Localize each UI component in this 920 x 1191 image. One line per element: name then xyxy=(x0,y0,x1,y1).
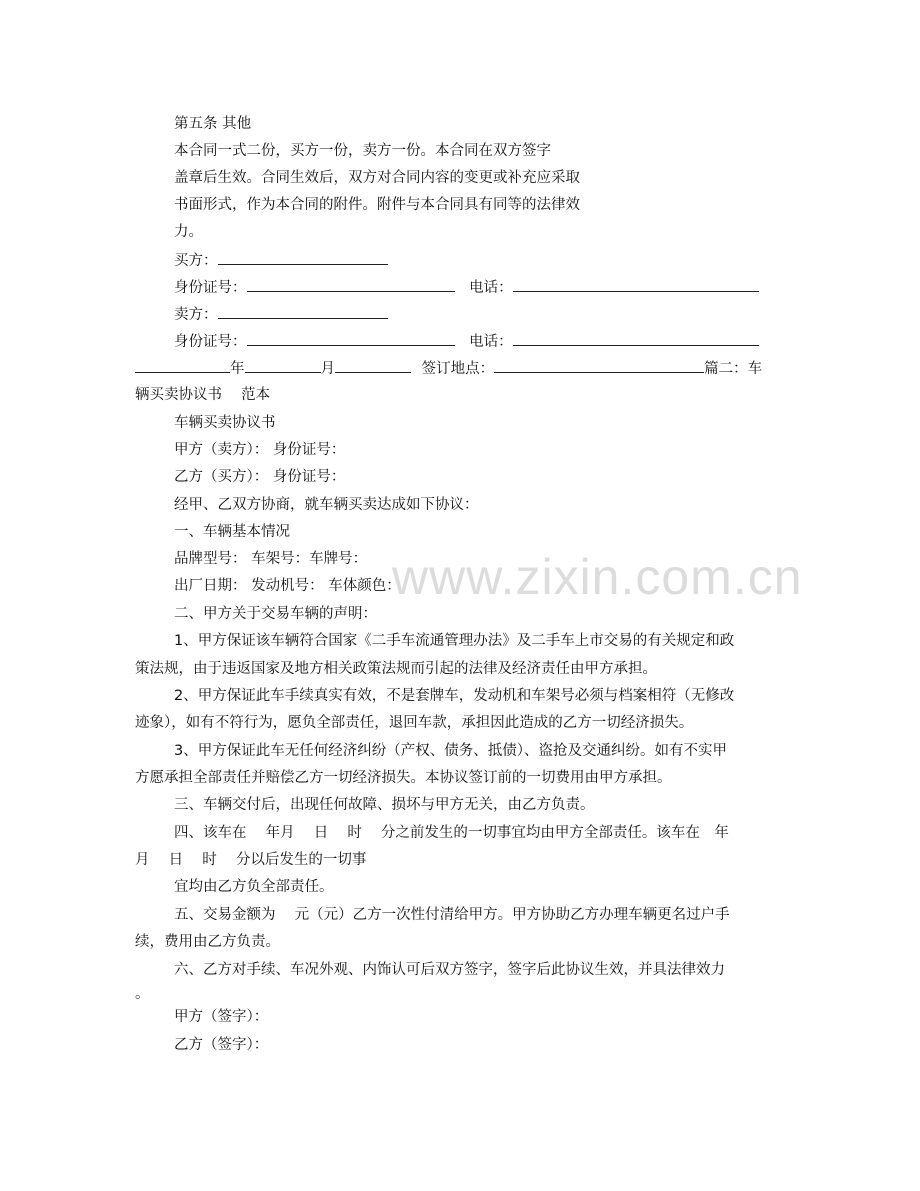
blank-underline xyxy=(218,304,388,319)
blank-underline xyxy=(247,331,455,346)
seller-label: 卖方： xyxy=(174,307,218,323)
signature-b: 乙方（签字）： xyxy=(174,1037,269,1053)
party-b-line: 乙方（买方）： 身份证号： xyxy=(174,469,346,485)
signature-a: 甲方（签字）： xyxy=(174,1009,269,1025)
id-label: 身份证号： xyxy=(174,334,247,350)
vehicle-brand-line: 品牌型号： 车架号：车牌号： xyxy=(174,551,368,567)
clause-line: 宜均由乙方负全部责任。 xyxy=(174,879,334,895)
clause-line: 五、交易金额为 元（元）乙方一次性付清给甲方。甲方协助乙方办理车辆更名过户手 xyxy=(174,907,730,923)
blank-underline xyxy=(135,358,230,373)
blank-underline xyxy=(245,358,321,373)
agreement-title: 车辆买卖协议书 xyxy=(174,415,276,431)
clause-line: 方愿承担全部责任并赔偿乙方一切经济损失。本协议签订前的一切费用由甲方承担。 xyxy=(135,770,672,786)
clause-line: 六、乙方对手续、车况外观、内饰认可后双方签字，签字后此协议生效，并具法律效力 xyxy=(174,962,725,978)
watermark: www.zixin.com.cn xyxy=(392,549,803,605)
section-heading: 第五条 其他 xyxy=(174,116,252,132)
clause-line: 迹象），如有不符行为，愿负全部责任，退回车款，承担因此造成的乙方一切经济损失。 xyxy=(135,715,694,731)
buyer-line xyxy=(174,250,388,271)
clause-line: 策法规，由于违返国家及地方相关政策法规而引起的法律及经济责任由甲方承担。 xyxy=(135,661,657,677)
clause-line: 3、甲方保证此车无任何经济纠纷（产权、债务、抵债）、盗抢及交通纠纷。如有不实甲 xyxy=(174,743,727,759)
paragraph-line: 书面形式，作为本合同的附件。附件与本合同具有同等的法律效 xyxy=(174,197,580,213)
blank-underline xyxy=(494,358,704,373)
buyer-id-line xyxy=(174,277,759,298)
section-heading: 一、车辆基本情况 xyxy=(174,524,290,540)
place-label: 签订地点： xyxy=(421,361,495,377)
phone-label: 电话： xyxy=(469,280,513,296)
year-label: 年 xyxy=(230,361,245,377)
clause-line: 2、甲方保证此车手续真实有效，不是套牌车，发动机和车架号必须与档案相符（无修改 xyxy=(174,688,735,704)
intro-line: 经甲、乙双方协商，就车辆买卖达成如下协议： xyxy=(174,497,479,513)
next-title: 篇二：车 xyxy=(704,361,763,377)
month-label: 月 xyxy=(320,361,335,377)
paragraph-line: 力。 xyxy=(174,224,203,240)
blank-underline xyxy=(247,277,455,292)
clause-line: 续，费用由乙方负责。 xyxy=(135,934,280,950)
clause-line: 1、甲方保证该车辆符合国家《二手车流通管理办法》及二手车上市交易的有关规定和政 xyxy=(174,633,735,649)
blank-underline xyxy=(513,277,759,292)
paragraph-line: 本合同一式二份，买方一份，卖方一份。本合同在双方签字 xyxy=(174,143,551,159)
seller-line xyxy=(174,304,388,325)
party-a-line: 甲方（卖方）： 身份证号： xyxy=(174,442,346,458)
phone-label: 电话： xyxy=(469,334,513,350)
buyer-label: 买方： xyxy=(174,253,218,269)
date-place-line xyxy=(135,358,762,379)
clause-line: 月 日 时 分以后发生的一切事 xyxy=(135,852,367,868)
clause-line: 四、该车在 年月 日 时 分之前发生的一切事宜均由甲方全部责任。该车在 年 xyxy=(174,825,729,841)
section-heading: 二、甲方关于交易车辆的声明： xyxy=(174,606,377,622)
blank-underline xyxy=(218,250,388,265)
clause-line: 。 xyxy=(135,986,150,1002)
next-title-continued: 辆买卖协议书 范本 xyxy=(135,387,271,403)
seller-id-line xyxy=(174,331,759,352)
clause-line: 三、车辆交付后，出现任何故障、损坏与甲方无关，由乙方负责。 xyxy=(174,797,595,813)
blank-underline xyxy=(513,331,759,346)
paragraph-line: 盖章后生效。合同生效后，双方对合同内容的变更或补充应采取 xyxy=(174,170,580,186)
vehicle-date-line: 出厂日期： 发动机号： 车体颜色： xyxy=(174,578,401,594)
blank-underline xyxy=(335,358,411,373)
id-label: 身份证号： xyxy=(174,280,247,296)
